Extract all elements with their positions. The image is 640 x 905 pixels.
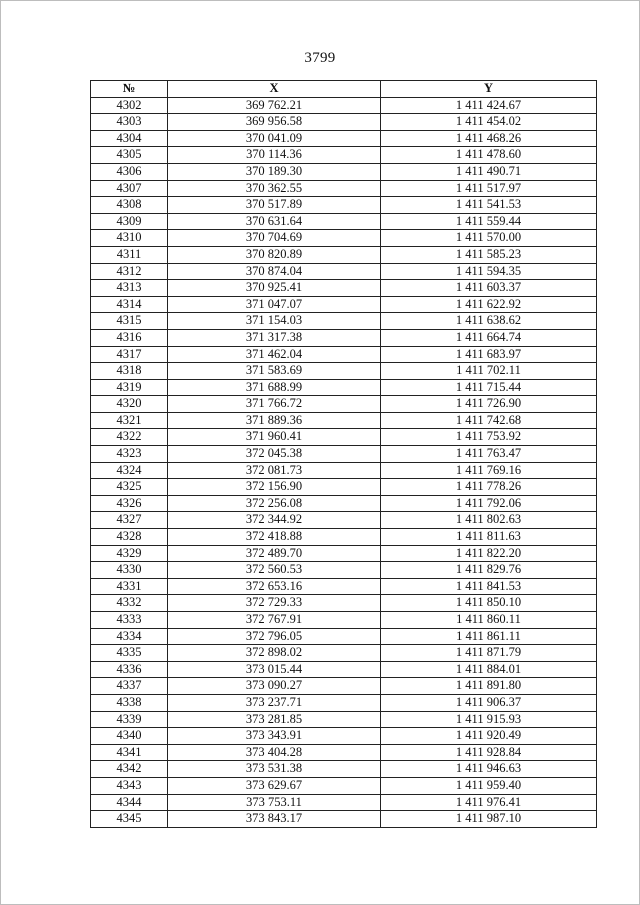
table-row: [91, 595, 597, 612]
x-coordinate-cell: 370 517.89: [168, 197, 381, 214]
table-row: [91, 761, 597, 778]
x-coordinate-cell: 372 767.91: [168, 612, 381, 629]
point-number-cell: 4344: [91, 794, 168, 811]
x-coordinate-cell: 372 898.02: [168, 645, 381, 662]
x-coordinate-cell: 370 925.41: [168, 280, 381, 297]
x-coordinate-cell: 373 237.71: [168, 694, 381, 711]
x-coordinate-cell: 369 956.58: [168, 114, 381, 131]
x-coordinate-cell: 372 418.88: [168, 529, 381, 546]
table-header-row: [91, 81, 597, 98]
point-number-cell: 4305: [91, 147, 168, 164]
x-coordinate-cell: 371 766.72: [168, 396, 381, 413]
y-coordinate-cell: 1 411 987.10: [381, 811, 597, 828]
point-number-cell: 4323: [91, 446, 168, 463]
x-coordinate-cell: 371 047.07: [168, 296, 381, 313]
y-coordinate-cell: 1 411 829.76: [381, 562, 597, 579]
y-coordinate-cell: 1 411 742.68: [381, 412, 597, 429]
x-coordinate-cell: 370 114.36: [168, 147, 381, 164]
table-row: [91, 711, 597, 728]
point-number-cell: 4318: [91, 363, 168, 380]
table-row: [91, 645, 597, 662]
y-coordinate-cell: 1 411 884.01: [381, 661, 597, 678]
x-coordinate-cell: 370 362.55: [168, 180, 381, 197]
table-row: [91, 612, 597, 629]
point-number-cell: 4321: [91, 412, 168, 429]
x-coordinate-cell: 371 462.04: [168, 346, 381, 363]
table-row: [91, 147, 597, 164]
y-coordinate-cell: 1 411 638.62: [381, 313, 597, 330]
x-coordinate-cell: 373 843.17: [168, 811, 381, 828]
x-coordinate-cell: 371 889.36: [168, 412, 381, 429]
table-row: [91, 396, 597, 413]
y-coordinate-cell: 1 411 490.71: [381, 163, 597, 180]
x-coordinate-cell: 372 796.05: [168, 628, 381, 645]
table-row: [91, 777, 597, 794]
y-coordinate-cell: 1 411 559.44: [381, 213, 597, 230]
y-coordinate-cell: 1 411 959.40: [381, 777, 597, 794]
point-number-cell: 4310: [91, 230, 168, 247]
point-number-cell: 4311: [91, 246, 168, 263]
y-coordinate-cell: 1 411 585.23: [381, 246, 597, 263]
point-number-cell: 4313: [91, 280, 168, 297]
x-coordinate-cell: 370 631.64: [168, 213, 381, 230]
table-row: [91, 163, 597, 180]
x-coordinate-cell: 372 045.38: [168, 446, 381, 463]
table-row: [91, 512, 597, 529]
y-coordinate-cell: 1 411 541.53: [381, 197, 597, 214]
point-number-cell: 4309: [91, 213, 168, 230]
table-row: [91, 446, 597, 463]
table-row: [91, 263, 597, 280]
table-row: [91, 628, 597, 645]
point-number-cell: 4340: [91, 728, 168, 745]
y-coordinate-cell: 1 411 763.47: [381, 446, 597, 463]
point-number-cell: 4316: [91, 329, 168, 346]
y-coordinate-cell: 1 411 570.00: [381, 230, 597, 247]
x-coordinate-cell: 370 704.69: [168, 230, 381, 247]
table-row: [91, 661, 597, 678]
table-row: [91, 114, 597, 131]
table-row: [91, 296, 597, 313]
y-coordinate-cell: 1 411 468.26: [381, 130, 597, 147]
x-coordinate-cell: 369 762.21: [168, 97, 381, 114]
table-row: [91, 230, 597, 247]
point-number-cell: 4328: [91, 529, 168, 546]
table-row: [91, 412, 597, 429]
point-number-cell: 4345: [91, 811, 168, 828]
point-number-cell: 4303: [91, 114, 168, 131]
point-number-cell: 4326: [91, 495, 168, 512]
y-coordinate-cell: 1 411 683.97: [381, 346, 597, 363]
point-number-cell: 4312: [91, 263, 168, 280]
y-coordinate-cell: 1 411 603.37: [381, 280, 597, 297]
y-coordinate-cell: 1 411 769.16: [381, 462, 597, 479]
point-number-cell: 4332: [91, 595, 168, 612]
point-number-cell: 4335: [91, 645, 168, 662]
point-number-cell: 4329: [91, 545, 168, 562]
x-coordinate-cell: 371 960.41: [168, 429, 381, 446]
coordinates-table: [90, 80, 597, 828]
x-coordinate-cell: 372 344.92: [168, 512, 381, 529]
table-row: [91, 744, 597, 761]
table-row: [91, 479, 597, 496]
page-number: 3799: [304, 50, 336, 66]
x-coordinate-cell: 371 317.38: [168, 329, 381, 346]
y-coordinate-cell: 1 411 861.11: [381, 628, 597, 645]
x-coordinate-cell: 373 281.85: [168, 711, 381, 728]
x-coordinate-cell: 372 081.73: [168, 462, 381, 479]
x-coordinate-cell: 371 154.03: [168, 313, 381, 330]
header-y: Y: [381, 81, 597, 98]
y-coordinate-cell: 1 411 778.26: [381, 479, 597, 496]
x-coordinate-cell: 372 653.16: [168, 578, 381, 595]
point-number-cell: 4320: [91, 396, 168, 413]
table-row: [91, 213, 597, 230]
table-row: [91, 329, 597, 346]
x-coordinate-cell: 372 560.53: [168, 562, 381, 579]
point-number-cell: 4307: [91, 180, 168, 197]
point-number-cell: 4339: [91, 711, 168, 728]
y-coordinate-cell: 1 411 622.92: [381, 296, 597, 313]
table-row: [91, 130, 597, 147]
x-coordinate-cell: 371 688.99: [168, 379, 381, 396]
table-row: [91, 246, 597, 263]
table-row: [91, 346, 597, 363]
table-row: [91, 280, 597, 297]
table-row: [91, 363, 597, 380]
y-coordinate-cell: 1 411 702.11: [381, 363, 597, 380]
y-coordinate-cell: 1 411 454.02: [381, 114, 597, 131]
y-coordinate-cell: 1 411 478.60: [381, 147, 597, 164]
y-coordinate-cell: 1 411 802.63: [381, 512, 597, 529]
x-coordinate-cell: 373 404.28: [168, 744, 381, 761]
y-coordinate-cell: 1 411 906.37: [381, 694, 597, 711]
y-coordinate-cell: 1 411 946.63: [381, 761, 597, 778]
point-number-cell: 4325: [91, 479, 168, 496]
y-coordinate-cell: 1 411 715.44: [381, 379, 597, 396]
point-number-cell: 4324: [91, 462, 168, 479]
table-row: [91, 794, 597, 811]
y-coordinate-cell: 1 411 871.79: [381, 645, 597, 662]
x-coordinate-cell: 371 583.69: [168, 363, 381, 380]
y-coordinate-cell: 1 411 753.92: [381, 429, 597, 446]
table-row: [91, 495, 597, 512]
x-coordinate-cell: 373 531.38: [168, 761, 381, 778]
y-coordinate-cell: 1 411 792.06: [381, 495, 597, 512]
x-coordinate-cell: 370 189.30: [168, 163, 381, 180]
point-number-cell: 4304: [91, 130, 168, 147]
x-coordinate-cell: 373 629.67: [168, 777, 381, 794]
point-number-cell: 4338: [91, 694, 168, 711]
table-row: [91, 811, 597, 828]
point-number-cell: 4327: [91, 512, 168, 529]
point-number-cell: 4306: [91, 163, 168, 180]
x-coordinate-cell: 373 090.27: [168, 678, 381, 695]
point-number-cell: 4343: [91, 777, 168, 794]
y-coordinate-cell: 1 411 726.90: [381, 396, 597, 413]
x-coordinate-cell: 372 729.33: [168, 595, 381, 612]
point-number-cell: 4302: [91, 97, 168, 114]
x-coordinate-cell: 370 041.09: [168, 130, 381, 147]
point-number-cell: 4319: [91, 379, 168, 396]
table-row: [91, 97, 597, 114]
y-coordinate-cell: 1 411 424.67: [381, 97, 597, 114]
x-coordinate-cell: 373 753.11: [168, 794, 381, 811]
table-row: [91, 429, 597, 446]
table-row: [91, 728, 597, 745]
table-row: [91, 529, 597, 546]
table-row: [91, 313, 597, 330]
table-row: [91, 379, 597, 396]
y-coordinate-cell: 1 411 891.80: [381, 678, 597, 695]
y-coordinate-cell: 1 411 928.84: [381, 744, 597, 761]
table-body: [91, 97, 597, 827]
x-coordinate-cell: 372 489.70: [168, 545, 381, 562]
point-number-cell: 4314: [91, 296, 168, 313]
x-coordinate-cell: 370 874.04: [168, 263, 381, 280]
point-number-cell: 4317: [91, 346, 168, 363]
header-x: X: [168, 81, 381, 98]
point-number-cell: 4308: [91, 197, 168, 214]
table-row: [91, 562, 597, 579]
header-number: №: [91, 81, 168, 98]
point-number-cell: 4331: [91, 578, 168, 595]
x-coordinate-cell: 373 015.44: [168, 661, 381, 678]
point-number-cell: 4337: [91, 678, 168, 695]
point-number-cell: 4336: [91, 661, 168, 678]
x-coordinate-cell: 373 343.91: [168, 728, 381, 745]
point-number-cell: 4330: [91, 562, 168, 579]
point-number-cell: 4342: [91, 761, 168, 778]
y-coordinate-cell: 1 411 822.20: [381, 545, 597, 562]
y-coordinate-cell: 1 411 976.41: [381, 794, 597, 811]
y-coordinate-cell: 1 411 850.10: [381, 595, 597, 612]
table-row: [91, 462, 597, 479]
table-row: [91, 694, 597, 711]
x-coordinate-cell: 372 156.90: [168, 479, 381, 496]
y-coordinate-cell: 1 411 860.11: [381, 612, 597, 629]
table-row: [91, 545, 597, 562]
point-number-cell: 4322: [91, 429, 168, 446]
point-number-cell: 4334: [91, 628, 168, 645]
y-coordinate-cell: 1 411 664.74: [381, 329, 597, 346]
y-coordinate-cell: 1 411 841.53: [381, 578, 597, 595]
x-coordinate-cell: 372 256.08: [168, 495, 381, 512]
table-row: [91, 578, 597, 595]
y-coordinate-cell: 1 411 594.35: [381, 263, 597, 280]
table-row: [91, 678, 597, 695]
y-coordinate-cell: 1 411 915.93: [381, 711, 597, 728]
x-coordinate-cell: 370 820.89: [168, 246, 381, 263]
y-coordinate-cell: 1 411 811.63: [381, 529, 597, 546]
table-row: [91, 180, 597, 197]
point-number-cell: 4315: [91, 313, 168, 330]
point-number-cell: 4341: [91, 744, 168, 761]
y-coordinate-cell: 1 411 517.97: [381, 180, 597, 197]
point-number-cell: 4333: [91, 612, 168, 629]
table-row: [91, 197, 597, 214]
y-coordinate-cell: 1 411 920.49: [381, 728, 597, 745]
